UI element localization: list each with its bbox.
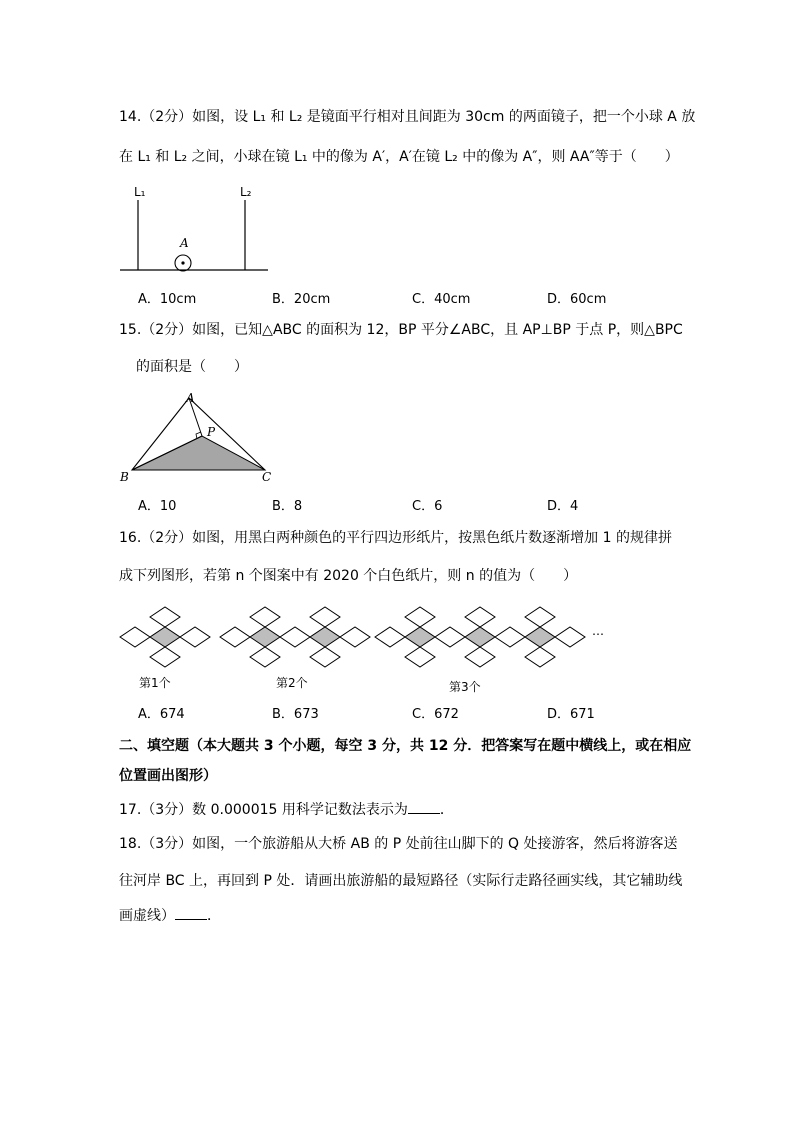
q15-option-c[interactable]: C．6 (412, 499, 443, 514)
gray-rhombus (525, 627, 555, 647)
q17-line (119, 799, 454, 820)
q18-line3-text: 画虚线） (119, 908, 175, 924)
white-rhombus (340, 627, 370, 647)
white-rhombus (250, 607, 280, 627)
q15-label-p: P (207, 425, 216, 439)
q16-caption-1: 第1个 (139, 676, 171, 690)
gray-rhombus (150, 627, 180, 647)
q16-line1: 16.（2分）如图，用黑白两种颜色的平行四边形纸片，按黑色纸片数逐渐增加 1 的规律拼 (119, 530, 672, 546)
white-rhombus (495, 627, 525, 647)
white-rhombus (120, 627, 150, 647)
q14-option-c[interactable]: C．40cm (412, 292, 471, 307)
white-rhombus (435, 627, 465, 647)
white-rhombus (150, 607, 180, 627)
section2-heading-line2: 位置画出图形） (119, 768, 217, 784)
q16-caption-3: 第3个 (449, 680, 481, 694)
q14-label-l2: L₂ (240, 185, 252, 199)
q16-option-a[interactable]: A．674 (138, 707, 185, 722)
q15-label-c: C (262, 470, 272, 484)
white-rhombus (525, 647, 555, 667)
q17-end: ． (439, 802, 454, 818)
q14-option-a[interactable]: A．10cm (138, 292, 197, 307)
q15-option-b[interactable]: B．8 (272, 499, 303, 514)
q16-pattern-figure (110, 600, 610, 675)
q15-option-d[interactable]: D．4 (547, 499, 579, 514)
white-rhombus (280, 627, 310, 647)
white-rhombus (250, 647, 280, 667)
gray-rhombus (310, 627, 340, 647)
q16-option-c[interactable]: C．672 (412, 707, 459, 722)
q17-text: 17.（3分）数 0.000015 用科学记数法表示为 (119, 802, 408, 818)
q15-line2: 的面积是（ ） (136, 359, 248, 375)
q17-answer-blank[interactable] (408, 799, 440, 814)
q18-answer-blank[interactable] (175, 905, 207, 920)
q14-line2: 在 L₁ 和 L₂ 之间，小球在镜 L₁ 中的像为 A′，A′在镜 L₂ 中的像为 A″，则 AA″等于（ ） (119, 149, 679, 165)
gray-rhombus (465, 627, 495, 647)
q18-end: ． (207, 908, 221, 924)
q15-line1: 15.（2分）如图，已知△ABC 的面积为 12，BP 平分∠ABC，且 AP⊥BP 于点 P，则△BPC (119, 322, 683, 338)
q16-option-d[interactable]: D．671 (547, 707, 595, 722)
white-rhombus (310, 647, 340, 667)
q15-label-a: A (186, 391, 195, 405)
q14-label-ball: A (180, 236, 189, 250)
q15-triangle-figure (120, 390, 280, 485)
white-rhombus (465, 647, 495, 667)
q16-option-b[interactable]: B．673 (272, 707, 319, 722)
section2-heading-line1: 二、填空题（本大题共 3 个小题，每空 3 分，共 12 分．把答案写在题中横线上，或在相应 (119, 738, 692, 754)
white-rhombus (405, 607, 435, 627)
white-rhombus (555, 627, 585, 647)
q14-label-l1: L₁ (134, 185, 146, 199)
q15-label-b: B (120, 470, 129, 484)
white-rhombus (525, 607, 555, 627)
q14-option-b[interactable]: B．20cm (272, 292, 331, 307)
white-rhombus (405, 647, 435, 667)
q16-ellipsis: … (592, 624, 604, 638)
q16-caption-2: 第2个 (276, 676, 308, 690)
q14-line1: 14.（2分）如图，设 L₁ 和 L₂ 是镜面平行相对且间距为 30cm 的两面镜子，把一个小球 A 放 (119, 109, 696, 125)
q18-line2: 往河岸 BC 上，再回到 P 处．请画出旅游船的最短路径（实际行走路径画实线，其它辅助线 (119, 873, 683, 889)
q16-line2: 成下列图形，若第 n 个图案中有 2020 个白色纸片，则 n 的值为（ ） (119, 568, 578, 584)
white-rhombus (465, 607, 495, 627)
q18-line3 (119, 905, 221, 926)
white-rhombus (150, 647, 180, 667)
gray-rhombus (405, 627, 435, 647)
q15-option-a[interactable]: A．10 (138, 499, 177, 514)
q14-option-d[interactable]: D．60cm (547, 292, 607, 307)
white-rhombus (220, 627, 250, 647)
white-rhombus (310, 607, 340, 627)
white-rhombus (180, 627, 210, 647)
white-rhombus (375, 627, 405, 647)
q18-line1: 18.（3分）如图，一个旅游船从大桥 AB 的 P 处前往山脚下的 Q 处接游客，然后将游客送 (119, 836, 678, 852)
gray-rhombus (250, 627, 280, 647)
